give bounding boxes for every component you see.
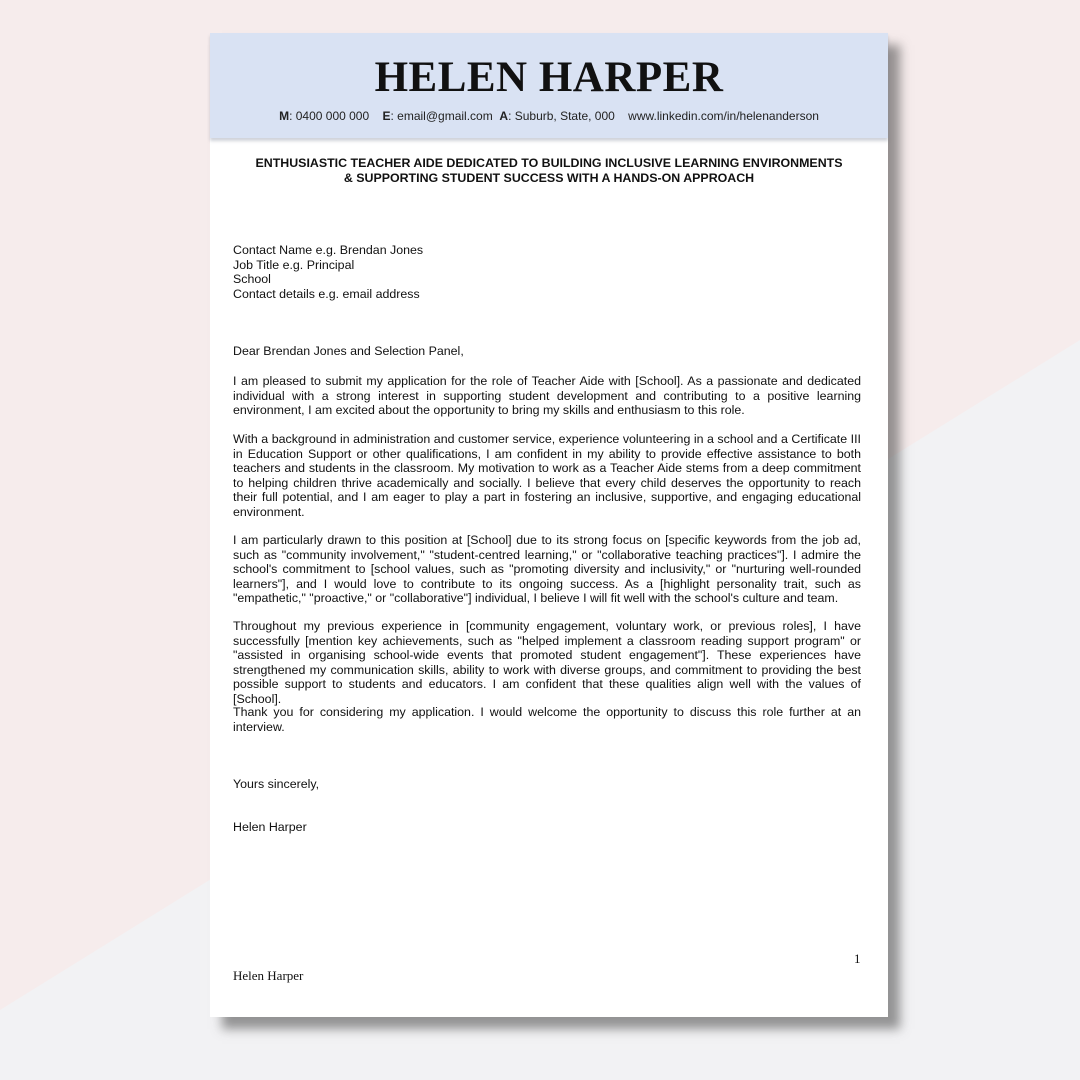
salutation: Dear Brendan Jones and Selection Panel,: [233, 344, 464, 358]
closing: Yours sincerely,: [233, 777, 320, 791]
linkedin-url: www.linkedin.com/in/helenanderson: [628, 109, 819, 123]
phone-label: M: [279, 109, 290, 123]
recipient-block: [233, 243, 861, 301]
paragraph: With a background in administration and customer service, experience volunteering in a school and a Certificate III in Education Support or other qualifications, I am confident in my ability to provide effective assistance to both teachers and students in the classroom. My motivation to work as a Teacher Aide stems from a deep commitment to helping children thrive academically and socially. I believe that every child deserves the opportunity to reach their full potential, and I am eager to play a part in fostering an inclusive, supportive, and engaging educational environment.: [233, 432, 861, 519]
footer-name: Helen Harper: [233, 968, 304, 983]
paragraph: Thank you for considering my application. I would welcome the opportunity to discuss this role further at an interview.: [233, 705, 861, 734]
recipient-title: Job Title e.g. Principal: [233, 257, 355, 272]
email-label: E: [382, 109, 391, 123]
paragraph: I am pleased to submit my application for the role of Teacher Aide with [School]. As a passionate and dedicated individual with a strong interest in supporting student development and contributing to a positive learning environment, I am excited about the opportunity to bring my skills and enthusiasm to this role.: [233, 374, 861, 418]
headline-line: & SUPPORTING STUDENT SUCCESS WITH A HANDS-ON APPROACH: [343, 171, 755, 185]
address: Suburb, State, 000: [514, 109, 615, 123]
phone: 0400 000 000: [295, 109, 370, 123]
paragraph: I am particularly drawn to this position at [School] due to its strong focus on [specific keywords from the job ad, such as "community involvement," "student-centred learning," or "collaborative teaching practices"]. I admire the school's commitment to [school values, such as "promoting diversity and inclusivity," or "nurturing well-rounded learners"], and I would love to contribute to its ongoing success. As a [highlight personality trait, such as "empathetic," "proactive," or "collaborative"] individual, I believe I will fit well with the school's culture and team.: [233, 533, 861, 606]
paragraph: Throughout my previous experience in [community engagement, voluntary work, or previous roles], I have successfully [mention key achievements, such as "helped implement a classroom reading support program" or "assisted in organising school-wide events that promoted student engagement"]. These experiences have strengthened my communication skills, ability to work with diverse groups, and commitment to providing the best possible support to students and educators. I am confident that these qualities align well with the values of [School].: [233, 619, 861, 706]
header-band: [210, 33, 888, 138]
contact-line: M: 0400 000 000 E: email@gmail.com A: Suburb, State, 000 www.linkedin.com/in/helenanderson: [279, 109, 819, 123]
signature: Helen Harper: [233, 820, 307, 834]
page-number: 1: [854, 951, 861, 966]
recipient-name: Contact Name e.g. Brendan Jones: [233, 243, 424, 257]
applicant-name: HELEN HARPER: [374, 54, 724, 101]
recipient-school: School: [233, 272, 271, 287]
headline-line: ENTHUSIASTIC TEACHER AIDE DEDICATED TO BUILDING INCLUSIVE LEARNING ENVIRONMENTS: [255, 156, 843, 170]
recipient-contact: Contact details e.g. email address: [233, 286, 420, 301]
address-label: A: [499, 109, 509, 123]
email: email@gmail.com: [397, 109, 493, 123]
headline: [230, 156, 868, 186]
cover-letter-page: [210, 33, 888, 1017]
